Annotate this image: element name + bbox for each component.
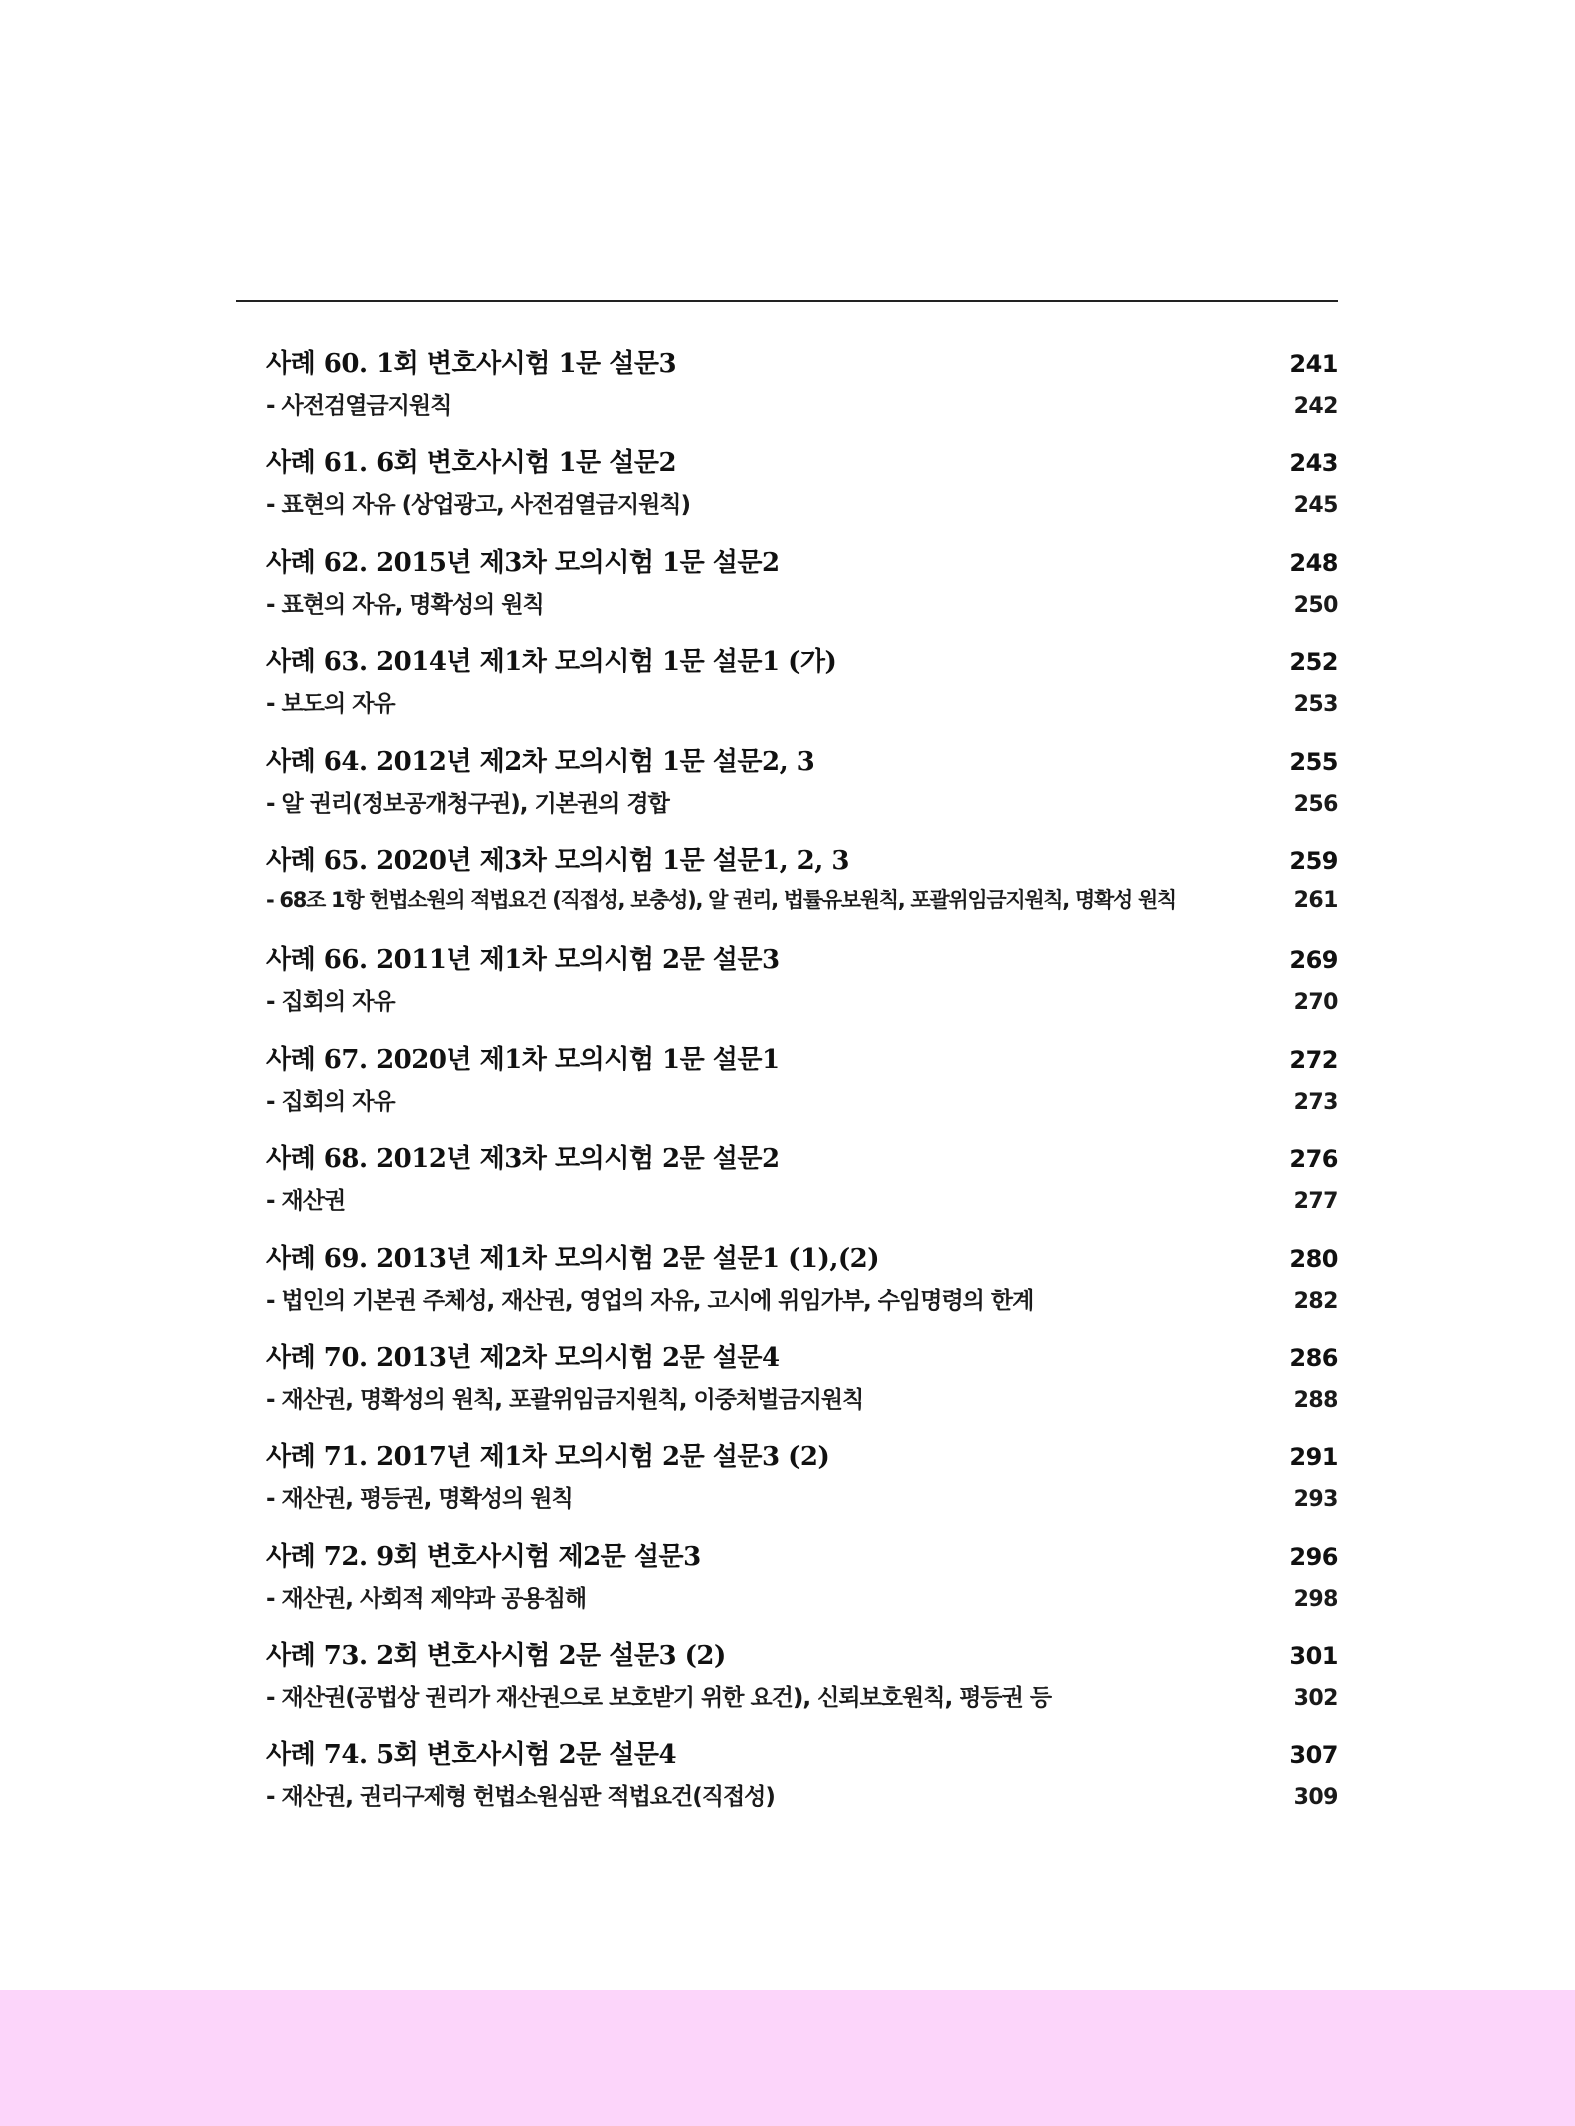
toc-subtopic-page: 302: [1293, 1686, 1338, 1712]
toc-subtopic-page: 245: [1293, 493, 1338, 519]
toc-entry-heading[interactable]: [266, 1635, 1338, 1679]
toc-subtopic-text: - 재산권, 평등권, 명확성의 원칙: [266, 1486, 573, 1513]
toc-entry: [266, 641, 1338, 740]
toc-entry-subtopic[interactable]: [266, 983, 1338, 1027]
toc-subtopic-text: - 재산권, 명확성의 원칙, 포괄위임금지원칙, 이중처벌금지원칙: [266, 1386, 864, 1413]
toc-entry-title: 사례 72. 9회 변호사시험 제2문 설문3: [266, 1541, 701, 1572]
toc-entry: [266, 1635, 1338, 1734]
toc-entry: [266, 442, 1338, 541]
toc-entry-title: 사례 64. 2012년 제2차 모의시험 1문 설문2, 3: [266, 746, 815, 777]
toc-entry-title: 사례 74. 5회 변호사시험 2문 설문4: [266, 1740, 677, 1771]
toc-entry-subtopic[interactable]: [266, 586, 1338, 630]
toc-subtopic-page: 288: [1293, 1387, 1338, 1413]
toc-entry-heading[interactable]: [266, 1436, 1338, 1480]
toc-entry: [266, 840, 1338, 939]
toc-entry-page: 243: [1289, 449, 1338, 478]
toc-entry-subtopic[interactable]: [266, 1083, 1338, 1127]
toc-entry-heading[interactable]: [266, 1337, 1338, 1381]
toc-subtopic-page: 253: [1293, 692, 1338, 718]
toc-subtopic-page: 270: [1293, 990, 1338, 1016]
toc-entry-title: 사례 63. 2014년 제1차 모의시험 1문 설문1 (가): [266, 647, 837, 678]
toc-entry-page: 307: [1289, 1741, 1338, 1770]
toc-entry: [266, 343, 1338, 442]
toc-entry-page: 269: [1289, 946, 1338, 975]
toc-subtopic-text: - 법인의 기본권 주체성, 재산권, 영업의 자유, 고시에 위임가부, 수임명령의 한계: [266, 1287, 1034, 1314]
toc-entry-subtopic[interactable]: [266, 785, 1338, 829]
toc-subtopic-page: 273: [1293, 1089, 1338, 1115]
table-of-contents: [266, 343, 1338, 1834]
toc-entry-page: 301: [1289, 1642, 1338, 1671]
toc-entry-title: 사례 67. 2020년 제1차 모의시험 1문 설문1: [266, 1044, 780, 1075]
toc-entry-title: 사례 71. 2017년 제1차 모의시험 2문 설문3 (2): [266, 1442, 830, 1473]
toc-subtopic-page: 309: [1293, 1785, 1338, 1811]
toc-entry: [266, 1138, 1338, 1237]
toc-entry-subtopic[interactable]: [266, 1282, 1338, 1326]
toc-entry-heading[interactable]: [266, 1536, 1338, 1580]
toc-entry-page: 255: [1289, 747, 1338, 776]
toc-entry: [266, 1536, 1338, 1635]
toc-entry-subtopic[interactable]: [266, 1778, 1338, 1822]
toc-entry: [266, 1039, 1338, 1138]
toc-entry-subtopic[interactable]: [266, 1679, 1338, 1723]
toc-entry-title: 사례 65. 2020년 제3차 모의시험 1문 설문1, 2, 3: [266, 845, 849, 876]
toc-subtopic-text: - 집회의 자유: [266, 1088, 395, 1115]
toc-entry-subtopic[interactable]: [266, 1182, 1338, 1226]
toc-entry-subtopic[interactable]: [266, 685, 1338, 729]
toc-entry-heading[interactable]: [266, 1039, 1338, 1083]
toc-entry-title: 사례 66. 2011년 제1차 모의시험 2문 설문3: [266, 945, 780, 976]
toc-entry-heading[interactable]: [266, 1238, 1338, 1282]
toc-entry-page: 252: [1289, 648, 1338, 677]
toc-entry-title: 사례 62. 2015년 제3차 모의시험 1문 설문2: [266, 547, 780, 578]
toc-subtopic-page: 293: [1293, 1487, 1338, 1513]
toc-subtopic-page: 298: [1293, 1586, 1338, 1612]
toc-entry-subtopic[interactable]: [266, 1580, 1338, 1624]
top-rule: [236, 300, 1338, 302]
toc-entry-heading[interactable]: [266, 1138, 1338, 1182]
toc-entry-heading[interactable]: [266, 939, 1338, 983]
toc-entry-page: 291: [1289, 1443, 1338, 1472]
toc-subtopic-page: 261: [1293, 887, 1338, 913]
toc-entry: [266, 939, 1338, 1038]
toc-entry-title: 사례 69. 2013년 제1차 모의시험 2문 설문1 (1),(2): [266, 1243, 880, 1274]
toc-entry-page: 280: [1289, 1244, 1338, 1273]
toc-entry-heading[interactable]: [266, 343, 1338, 387]
toc-entry: [266, 1436, 1338, 1535]
toc-entry-subtopic[interactable]: [266, 387, 1338, 431]
toc-entry: [266, 741, 1338, 840]
toc-subtopic-page: 242: [1293, 394, 1338, 419]
toc-entry-subtopic[interactable]: [266, 1480, 1338, 1524]
toc-entry-title: 사례 60. 1회 변호사시험 1문 설문3: [266, 349, 677, 379]
footer-color-band: [0, 1990, 1575, 2126]
toc-entry-page: 241: [1289, 350, 1338, 378]
toc-entry-title: 사례 70. 2013년 제2차 모의시험 2문 설문4: [266, 1342, 780, 1373]
toc-entry-subtopic[interactable]: [266, 486, 1338, 530]
toc-subtopic-text: - 재산권, 권리구제형 헌법소원심판 적법요건(직접성): [266, 1784, 775, 1811]
toc-entry-page: 296: [1289, 1542, 1338, 1571]
toc-entry-subtopic[interactable]: [266, 1381, 1338, 1425]
toc-subtopic-page: 282: [1293, 1288, 1338, 1314]
toc-entry-heading[interactable]: [266, 442, 1338, 486]
toc-entry-title: 사례 61. 6회 변호사시험 1문 설문2: [266, 448, 677, 479]
toc-entry-title: 사례 73. 2회 변호사시험 2문 설문3 (2): [266, 1641, 726, 1672]
toc-subtopic-page: 256: [1293, 791, 1338, 817]
toc-entry-heading[interactable]: [266, 840, 1338, 884]
toc-subtopic-text: - 표현의 자유 (상업광고, 사전검열금지원칙): [266, 492, 691, 519]
toc-entry-page: 259: [1289, 846, 1338, 875]
toc-entry: [266, 1337, 1338, 1436]
toc-entry-heading[interactable]: [266, 741, 1338, 785]
toc-entry-page: 272: [1289, 1045, 1338, 1074]
toc-entry-page: 248: [1289, 548, 1338, 577]
toc-entry-page: 276: [1289, 1145, 1338, 1174]
toc-subtopic-page: 277: [1293, 1189, 1338, 1215]
toc-entry: [266, 1734, 1338, 1833]
toc-entry: [266, 1238, 1338, 1337]
toc-subtopic-text: - 재산권: [266, 1188, 346, 1215]
toc-entry-page: 286: [1289, 1343, 1338, 1372]
toc-subtopic-text: - 표현의 자유, 명확성의 원칙: [266, 591, 544, 618]
toc-subtopic-text: - 재산권(공법상 권리가 재산권으로 보호받기 위한 요건), 신뢰보호원칙, 평등권 등: [266, 1685, 1052, 1712]
toc-subtopic-text: - 사전검열금지원칙: [266, 393, 452, 419]
toc-subtopic-text: - 68조 1항 헌법소원의 적법요건 (직접성, 보충성), 알 권리, 법률유보원칙, 포괄위임금지원칙, 명확성 원칙: [266, 887, 1176, 912]
toc-entry: [266, 542, 1338, 641]
toc-entry-heading[interactable]: [266, 542, 1338, 586]
toc-entry-title: 사례 68. 2012년 제3차 모의시험 2문 설문2: [266, 1144, 780, 1175]
toc-subtopic-text: - 알 권리(정보공개청구권), 기본권의 경합: [266, 790, 669, 817]
toc-subtopic-text: - 보도의 자유: [266, 691, 395, 718]
toc-entry-heading[interactable]: [266, 641, 1338, 685]
toc-subtopic-text: - 집회의 자유: [266, 989, 395, 1016]
toc-subtopic-page: 250: [1293, 592, 1338, 618]
toc-entry-heading[interactable]: [266, 1734, 1338, 1778]
toc-entry-subtopic[interactable]: [266, 884, 1338, 928]
toc-subtopic-text: - 재산권, 사회적 제약과 공용침해: [266, 1585, 587, 1612]
